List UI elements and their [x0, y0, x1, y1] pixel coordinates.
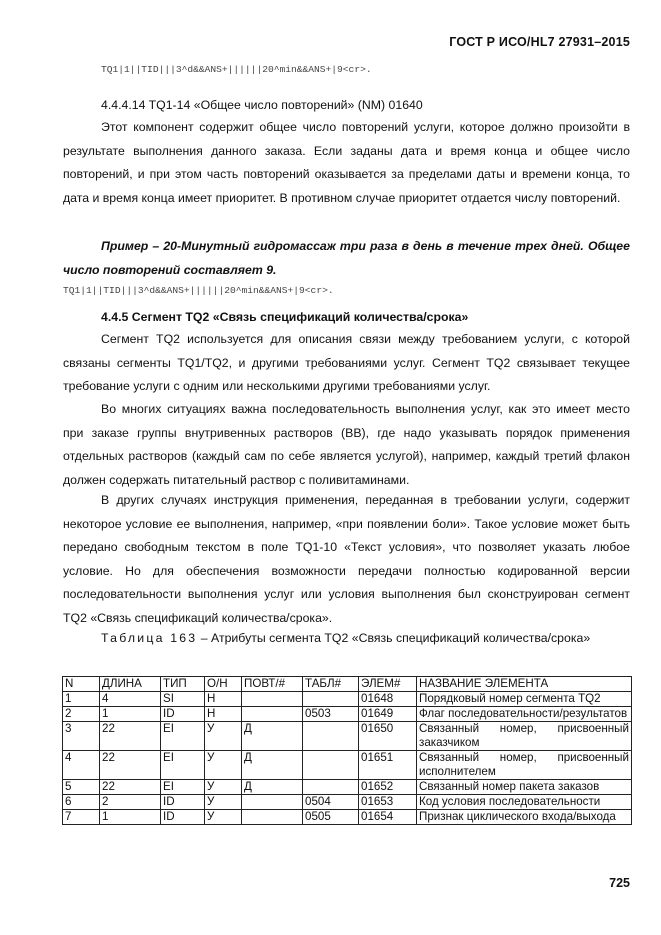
table-cell: Связанный номер, присвоенный заказчиком	[417, 722, 632, 751]
table-row	[63, 722, 632, 751]
table-cell: 01650	[359, 722, 417, 751]
table-cell: 1	[100, 810, 161, 825]
table-cell: Н	[205, 692, 242, 707]
section-heading-4-4-4-14: 4.4.4.14 TQ1-14 «Общее число повторений» (NM) 01640	[101, 98, 423, 112]
paragraph-text: В других случаях инструкция применения, переданная в требовании услуги, содержит некоторое условие ее выполнения, например, «при появлении боли». Такое условие может быть передано свободным текстом в поле TQ1-10 «Текст условия», что позволяет указать любое условие. Но для обеспечения возможности передачи полностью кодированной версии последовательности выполнения услуг или условия выполнения был сконструирован сегмент TQ2 «Связь спецификаций количества/срока».	[63, 493, 630, 625]
table-cell: У	[205, 810, 242, 825]
page-number: 725	[609, 876, 630, 890]
table-cell: 7	[63, 810, 100, 825]
table-cell: 4	[63, 751, 100, 780]
table-cell: 1	[63, 692, 100, 707]
table-cell: 22	[100, 780, 161, 795]
table-cell: 0503	[303, 707, 359, 722]
table-cell: Н	[205, 707, 242, 722]
section-4-4-5-paragraph-1	[63, 328, 630, 399]
table-cell: 01651	[359, 751, 417, 780]
table-cell: 01648	[359, 692, 417, 707]
table-cell	[303, 751, 359, 780]
code-example-line: TQ1|1||TID|||3^d&&ANS+||||||20^min&&ANS+|9<cr>.	[101, 64, 372, 75]
section-4-4-5-paragraph-3	[63, 489, 630, 631]
table-cell	[242, 692, 303, 707]
table-cell: ID	[161, 707, 205, 722]
column-header: ЭЛЕМ#	[359, 677, 417, 692]
code-example-line-2: TQ1|1||TID|||3^d&&ANS+||||||20^min&&ANS+|9<cr>.	[63, 285, 334, 296]
table-cell: 22	[100, 751, 161, 780]
table-cell: 0504	[303, 795, 359, 810]
table-caption	[63, 627, 630, 651]
section-4-4-5-paragraph-2	[63, 398, 630, 492]
table-cell: 4	[100, 692, 161, 707]
table-cell: 3	[63, 722, 100, 751]
table-cell: 01652	[359, 780, 417, 795]
table-cell: 1	[100, 707, 161, 722]
table-cell: Д	[242, 722, 303, 751]
table-cell: Связанный номер, присвоенный исполнителем	[417, 751, 632, 780]
table-cell: У	[205, 751, 242, 780]
table-cell: 01654	[359, 810, 417, 825]
table-cell: Код условия последовательности	[417, 795, 632, 810]
paragraph-text: Сегмент TQ2 используется для описания связи между требованием услуги, с которой связаны сегменты TQ1/TQ2, и другими требованиями услуг. Сегмент TQ2 связывает текущее требование услуги с одним или несколькими другими требованиями услуг.	[63, 332, 630, 394]
table-cell: EI	[161, 722, 205, 751]
section-heading-4-4-5: 4.4.5 Сегмент TQ2 «Связь спецификаций количества/срока»	[101, 310, 469, 324]
column-header: ТИП	[161, 677, 205, 692]
table-cell: У	[205, 795, 242, 810]
table-cell: SI	[161, 692, 205, 707]
column-header: ДЛИНА	[100, 677, 161, 692]
table-caption-text: – Атрибуты сегмента TQ2 «Связь спецификаций количества/срока»	[197, 631, 591, 645]
document-standard-header: ГОСТ Р ИСО/HL7 27931–2015	[449, 35, 630, 49]
table-cell	[303, 722, 359, 751]
table-cell: 5	[63, 780, 100, 795]
table-cell: 6	[63, 795, 100, 810]
table-row	[63, 795, 632, 810]
segment-attributes-table	[62, 676, 632, 825]
column-header: ТАБЛ#	[303, 677, 359, 692]
paragraph-text: Во многих ситуациях важна последовательность выполнения услуг, как это имеет место при заказе группы внутривенных растворов (ВВ), где надо указывать порядок применения отдельных растворов (каждый сам по себе является услугой), например, каждый третий флакон должен содержать питательный раствор с поливитаминами.	[63, 402, 630, 487]
column-header: НАЗВАНИЕ ЭЛЕМЕНТА	[417, 677, 632, 692]
column-header: ПОВТ/#	[242, 677, 303, 692]
table-row	[63, 780, 632, 795]
table-cell	[242, 810, 303, 825]
table-cell	[242, 795, 303, 810]
table-cell: Связанный номер пакета заказов	[417, 780, 632, 795]
table-cell: 01653	[359, 795, 417, 810]
table-cell: 2	[63, 707, 100, 722]
table-cell: 2	[100, 795, 161, 810]
table-header-row	[63, 677, 632, 692]
table-cell: ID	[161, 795, 205, 810]
table-cell: 01649	[359, 707, 417, 722]
table-cell: Д	[242, 751, 303, 780]
column-header: О/Н	[205, 677, 242, 692]
table-cell: ID	[161, 810, 205, 825]
table-cell: EI	[161, 780, 205, 795]
table-cell: EI	[161, 751, 205, 780]
table-caption-label: Таблица 163	[101, 631, 198, 645]
paragraph-text: Этот компонент содержит общее число повторений услуги, которое должно произойти в результате выполнения данного заказа. Если заданы дата и время конца и общее число повторений, и при этом часть повторений оказывается за пределами даты и времени конца, то дата и время конца имеет приоритет. В противном случае приоритет отдается числу повторений.	[63, 120, 630, 205]
table-row	[63, 707, 632, 722]
table-cell: Д	[242, 780, 303, 795]
table-row	[63, 810, 632, 825]
table-cell: Порядковый номер сегмента TQ2	[417, 692, 632, 707]
column-header: N	[63, 677, 100, 692]
table-cell: 22	[100, 722, 161, 751]
example-note	[63, 234, 630, 282]
table-cell	[303, 692, 359, 707]
table-row	[63, 751, 632, 780]
table-cell: 0505	[303, 810, 359, 825]
section-4-4-4-14-paragraph	[63, 116, 630, 210]
table-cell: Признак циклического входа/выхода	[417, 810, 632, 825]
table-cell: Флаг последовательности/результатов	[417, 707, 632, 722]
table-cell	[242, 707, 303, 722]
example-text: Пример – 20-Минутный гидромассаж три раза в день в течение трех дней. Общее число повторений составляет 9.	[63, 239, 630, 277]
table-row	[63, 692, 632, 707]
table-cell	[303, 780, 359, 795]
table-cell: У	[205, 780, 242, 795]
table-cell: У	[205, 722, 242, 751]
